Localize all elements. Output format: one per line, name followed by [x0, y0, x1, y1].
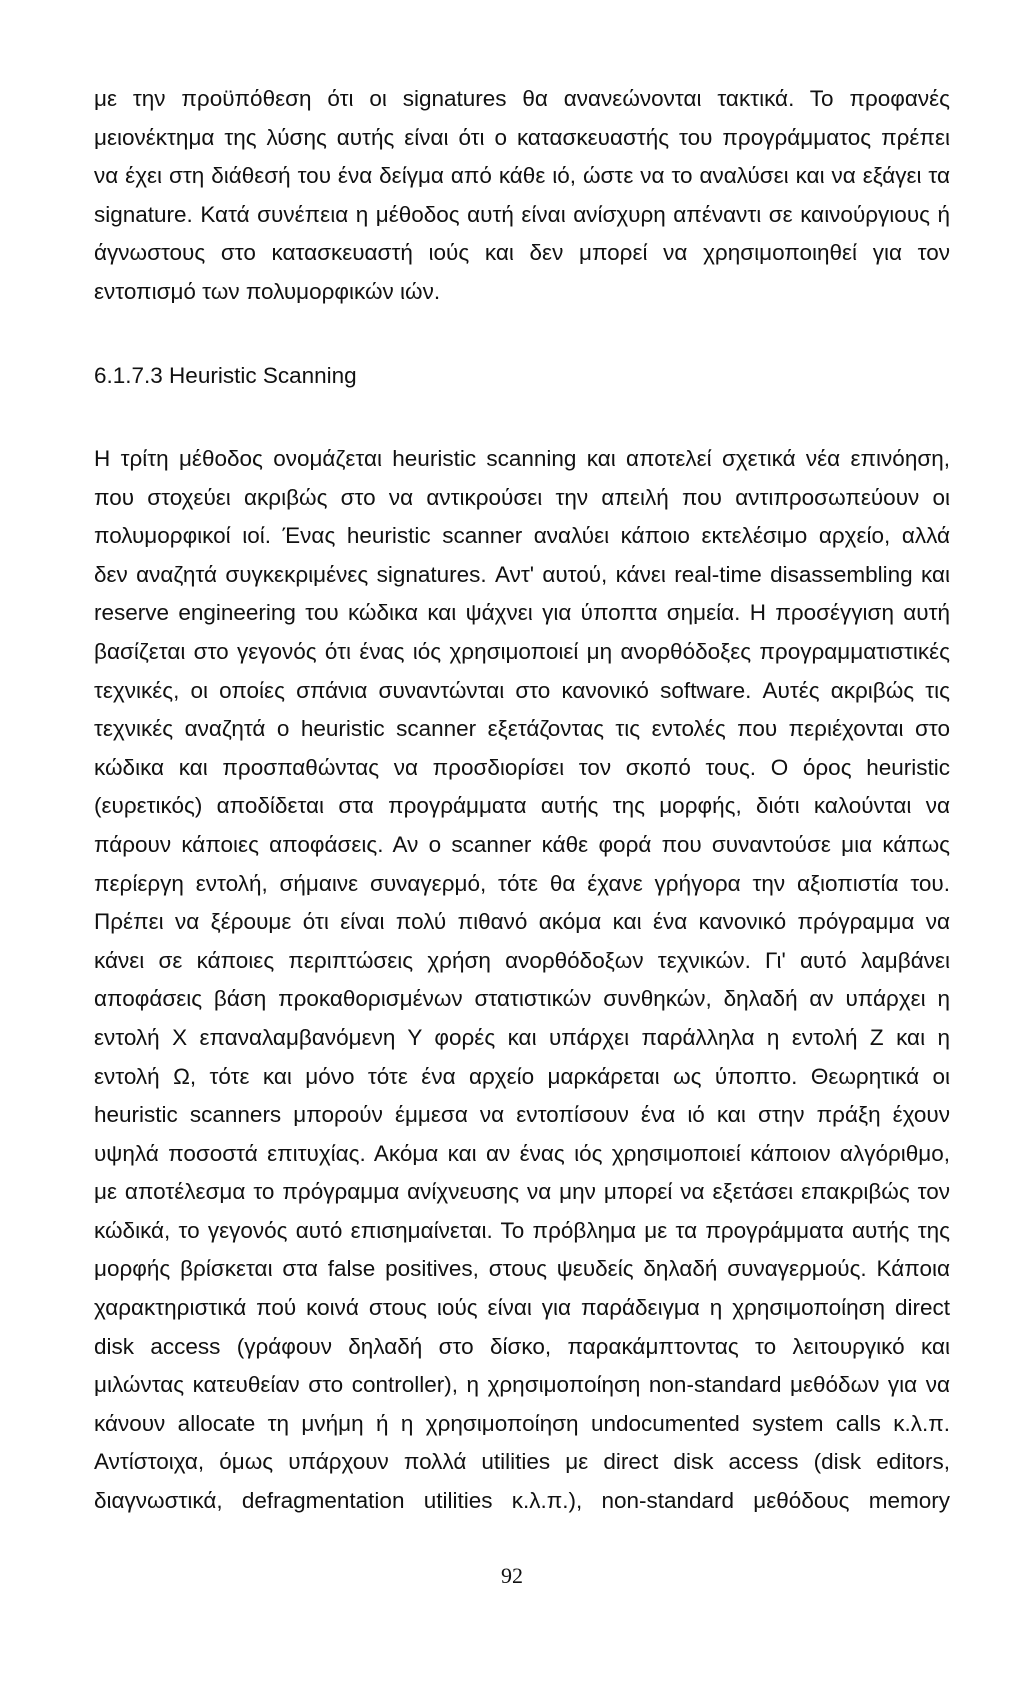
text-line: heuristic scanners μπορούν έμμεσα να εντοπίσουν ένα ιό και στην πράξη έχουν	[94, 1102, 950, 1128]
text-line: μορφής βρίσκεται στα false positives, στους ψευδείς δηλαδή συναγερμούς. Κάποια	[94, 1256, 950, 1282]
text-line: τεχνικές, οι οποίες σπάνια συναντώνται στο κανονικό software. Αυτές ακριβώς τις	[94, 677, 950, 703]
text-line: μιλώντας κατευθείαν στο controller), η χρησιμοποίηση non-standard μεθόδων για να	[94, 1372, 950, 1398]
text-line: μειονέκτημα της λύσης αυτής είναι ότι ο κατασκευαστής του προγράμματος πρέπει	[94, 124, 950, 150]
text-line: άγνωστους στο κατασκευαστή ιούς και δεν μπορεί να χρησιμοποιηθεί για τον	[94, 240, 950, 266]
text-line: Η τρίτη μέθοδος ονομάζεται heuristic scanning και αποτελεί σχετικά νέα επινόηση,	[94, 446, 950, 471]
text-line: disk access (γράφουν δηλαδή στο δίσκο, παρακάμπτοντας το λειτουργικό και	[94, 1333, 950, 1359]
text-line: κάνουν allocate τη μνήμη ή η χρησιμοποίηση undocumented system calls κ.λ.π.	[94, 1410, 950, 1436]
text-line: υψηλά ποσοστά επιτυχίας. Ακόμα και αν ένας ιός χρησιμοποιεί κάποιον αλγόριθμο,	[94, 1140, 950, 1166]
text-line: εντοπισμό των πολυμορφικών ιών.	[94, 278, 441, 304]
text-line: που στοχεύει ακριβώς στο να αντικρούσει την απειλή που αντιπροσωπεύουν οι	[94, 484, 950, 510]
text-line: κώδικα και προσπαθώντας να προσδιορίσει τον σκοπό τους. Ο όρος heuristic	[94, 754, 950, 780]
paragraph-heuristic-scanning	[94, 440, 950, 1521]
text-line: να έχει στη διάθεσή του ένα δείγμα από κάθε ιό, ώστε να το αναλύσει και να εξάγει τα	[94, 163, 950, 189]
text-line: reserve engineering του κώδικα και ψάχνει για ύποπτα σημεία. Η προσέγγιση αυτή	[94, 600, 950, 626]
text-line: κώδικά, το γεγονός αυτό επισημαίνεται. Το πρόβλημα με τα προγράμματα αυτής της	[94, 1217, 950, 1243]
text-line: τεχνικές αναζητά ο heuristic scanner εξετάζοντας τις εντολές που περιέχονται στο	[94, 716, 950, 742]
text-line: πολυμορφικοί ιοί. Ένας heuristic scanner αναλύει κάποιο εκτελέσιμο αρχείο, αλλά	[94, 523, 950, 549]
text-line: (ευρετικός) αποδίδεται στα προγράμματα αυτής της μορφής, διότι καλούνται να	[94, 793, 950, 819]
text-line: signature. Κατά συνέπεια η μέθοδος αυτή είναι ανίσχυρη απέναντι σε καινούργιους ή	[94, 201, 950, 227]
text-line: δεν αναζητά συγκεκριμένες signatures. Αντ' αυτού, κάνει real-time disassembling και	[94, 561, 950, 587]
text-line: με την προϋπόθεση ότι οι signatures θα ανανεώνονται τακτικά. Το προφανές	[94, 86, 950, 111]
text-line: κάνει σε κάποιες περιπτώσεις χρήση ανορθόδοξων τεχνικών. Γι' αυτό λαμβάνει	[94, 947, 950, 973]
text-line: Αντίστοιχα, όμως υπάρχουν πολλά utilities με direct disk access (disk editors,	[94, 1449, 950, 1475]
text-line: περίεργη εντολή, σήμαινε συναγερμό, τότε θα έχανε γρήγορα την αξιοπιστία του.	[94, 870, 950, 896]
text-line: Πρέπει να ξέρουμε ότι είναι πολύ πιθανό ακόμα και ένα κανονικό πρόγραμμα να	[94, 909, 950, 935]
text-line: αποφάσεις βάση προκαθορισμένων στατιστικών συνθηκών, δηλαδή αν υπάρχει η	[94, 986, 950, 1012]
text-line: διαγνωστικά, defragmentation utilities κ.λ.π.), non-standard μεθόδους memory	[94, 1488, 950, 1514]
section-heading: 6.1.7.3 Heuristic Scanning	[94, 363, 357, 388]
text-line: πάρουν κάποιες αποφάσεις. Αν ο scanner κάθε φορά που συναντούσε μια κάπως	[94, 831, 950, 857]
paragraph-signature-limitations	[94, 80, 950, 312]
text-line: χαρακτηριστικά πού κοινά στους ιούς είναι για παράδειγμα η χρησιμοποίηση direct	[94, 1295, 950, 1321]
page-number: 92	[501, 1563, 523, 1588]
text-line: εντολή X επαναλαμβανόμενη Υ φορές και υπάρχει παράλληλα η εντολή Ζ και η	[94, 1024, 950, 1050]
text-line: με αποτέλεσμα το πρόγραμμα ανίχνευσης να μην μπορεί να εξετάσει επακριβώς τον	[94, 1179, 950, 1205]
text-line: εντολή Ω, τότε και μόνο τότε ένα αρχείο μαρκάρεται ως ύποπτο. Θεωρητικά οι	[94, 1063, 950, 1089]
text-line: βασίζεται στο γεγονός ότι ένας ιός χρησιμοποιεί μη ανορθόδοξες προγραμματιστικές	[94, 638, 950, 664]
